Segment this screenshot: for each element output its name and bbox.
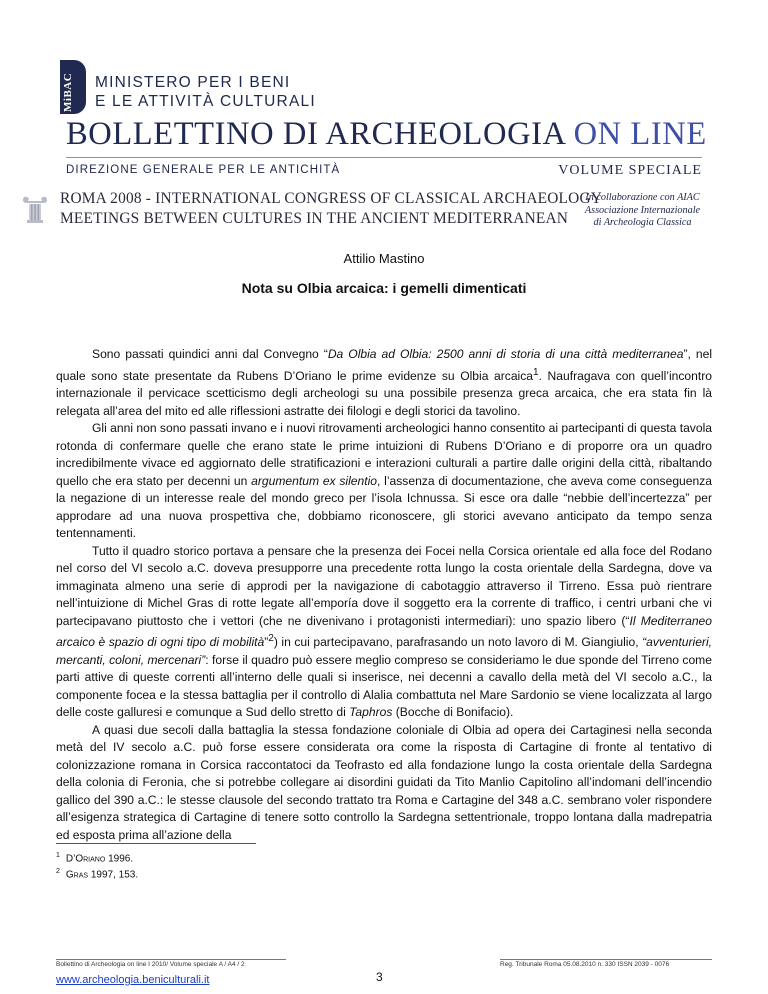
website-link[interactable]: www.archeologia.beniculturali.it [56,974,210,986]
congress-banner [60,189,602,229]
footnote-rule [56,843,256,844]
italic-run: Taphros [349,705,393,720]
footnote-ref-2[interactable]: 2 [268,633,274,645]
page-number: 3 [376,970,383,984]
collab-line-1: In collaborazione con AIAC [585,192,700,203]
italic-run: Da Olbia ad Olbia: 2500 anni di storia di una città mediterranea [327,347,684,361]
footer-citation: Bollettino di Archeologia on line I 2010/ Volume speciale A / A4 / 2 [56,961,245,968]
ionic-column-icon [22,196,48,224]
paragraph-2 [56,420,712,543]
text-run: , l’assenza di documentazione, che aveva come conseguenza la negazione di un interesse reale del mondo greco per l’isola Ichnussa. Si esce ora dalle “nebbie dell’incertezza” per approdare ad una nuova prospettiva che, dobbiamo riconoscere, gli storici avevano anticipato da tempo senza tentennamenti. [56,473,712,541]
text-run: (Bocche di Bonifacio). [392,705,514,720]
text-run: Sono passati quindici anni dal Convegno “ [92,347,328,361]
paragraph-1 [56,346,712,420]
logo-text: MiBAC [62,72,74,112]
footnotes [56,849,138,882]
ministry-line-2: E LE ATTIVITÀ CULTURALI [95,93,316,110]
footnote-number: 2 [56,868,60,876]
paragraph-4: A quasi due secoli dalla battaglia la stessa fondazione coloniale di Olbia ad opera dei Cartaginesi nella seconda metà del IV secolo a.C. può forse essere considerata ora come la risposta di Cartagine di fronte al tentativo di colonizzazione romana in Corsica raccontatoci da Teofrasto ed alla fondazione lungo la costa orientale della Sardegna della colonia di Feronia, che si potrebbe collegare ai disordini guidati da Tito Manlio Capitolino all’indomani dell’incendio gallico del 390 a.C.: le stesse clausole del secondo trattato tra Roma e Cartagine del 348 a.C. sembrano voler rispondere all’esigenza strategica di Cartagine di tenere sotto controllo la Sardegna settentrionale, troppo lontana dalla madrepatria ed esposta prima all’azione della [56,722,712,842]
volume-label: VOLUME SPECIALE [558,163,702,178]
italic-run: argumentum ex silentio [251,473,378,488]
text-run: ” [264,635,269,650]
footer-registration: Reg. Tribunale Roma 05.08.2010 n. 330 ISSN 2039 - 0076 [500,961,670,968]
journal-title-online: ON LINE [573,116,707,152]
text-run: Gli anni non sono passati invano e i nuovi ritrovamenti archeologici hanno consentito ai partecipanti di questa tavola rotonda di confermare quelle che erano state le prime intuizioni di Rubens D’Oriano e di proporre ora un quadro incredibilmente vivace ed aggiornato delle stratificazioni e interazioni culturali a partire dalle origini della città, ribaltando quello che era stato per decenni un [56,421,712,488]
article-body [56,346,712,844]
footnote-number: 1 [56,852,60,859]
journal-title [66,116,707,153]
direction-label: DIREZIONE GENERALE PER LE ANTICHITÀ [66,164,341,176]
footnote-ref-1[interactable]: 1 [533,366,539,378]
congress-line-1: ROMA 2008 - INTERNATIONAL CONGRESS OF CLASSICAL ARCHAEOLOGY [60,190,603,207]
footnote-author: D’Oriano [65,853,106,865]
text-run: ”, nel quale sono state presentate da Rubens D’Oriano le prime evidenze su Olbia arcaica [56,347,713,383]
congress-line-2: MEETINGS BETWEEN CULTURES IN THE ANCIENT MEDITERRANEAN [60,210,569,227]
footnote-2 [56,865,138,881]
footnote-text: 1996. [105,853,134,865]
text-run: ) in cui partecipavano, parafrasando un noto lavoro di M. Giangiulio, [273,635,643,650]
text-run: : forse il quadro può essere meglio compreso se consideriamo le due sponde del Tirreno come parti attive di queste correnti all’interno delle quali si inserisce, nei decenni a cavallo della metà del VI secolo a.C., la componente focea e la stessa battaglia per il controllo di Alalia combattuta nel Mare Sardonio se viene localizzata al largo delle coste galluresi e comunque a Sud dello stretto di [56,652,712,720]
header-rule [66,157,702,158]
footnote-1 [56,849,138,865]
italic-run: “avventurieri, mercanti, coloni, mercenari” [56,635,712,667]
text-run: . Naufragava con quell’incontro internazionale il pervicace scetticismo degli archeologi su una possibile presenza greca arcaica, che era stata fin là relegata all’area del mito ed alle riflessioni astratte dei filologi e degli storici da tavolino. [56,368,712,418]
collab-line-3: di Archeologia Classica [593,217,692,228]
footer-rule-right [500,959,712,960]
ministry-line-1: MINISTERO PER I BENI [95,74,291,91]
collab-line-2: Associazione Internazionale [584,204,701,216]
article-author: Attilio Mastino [343,251,425,266]
text-run: Tutto il quadro storico portava a pensare che la presenza dei Focei nella Corsica orientale ed alla foce del Rodano nel corso del VI secolo a.C. doveva presupporre una precedente rotta lungo la costa orientale della Sardegna, dove va immaginata almeno una serie di approdi per la navigazione di cabotaggio attraverso il Tirreno. Essa può rientrare nell’intuizione di Michel Gras di rotte legate all’emporía dove il soggetto era la corrente di traffico, i centri urbani che vi partecipavano piuttosto che i vettori (che ne divenivano i protagonisti intermediari): uno spazio libero (“ [56,543,712,628]
footnote-author: Gras [65,869,89,881]
footer-rule-left [56,959,286,960]
italic-run: Il Mediterraneo arcaico è spazio di ogni tipo di mobilità [56,613,712,650]
paragraph-3 [56,543,712,722]
ministry-name [95,73,316,111]
collaboration-note [575,192,710,230]
article-title: Nota su Olbia arcaica: i gemelli dimenticati [241,280,527,296]
footnote-text: 1997, 153. [88,869,139,881]
journal-title-main: BOLLETTINO DI ARCHEOLOGIA [66,116,574,152]
